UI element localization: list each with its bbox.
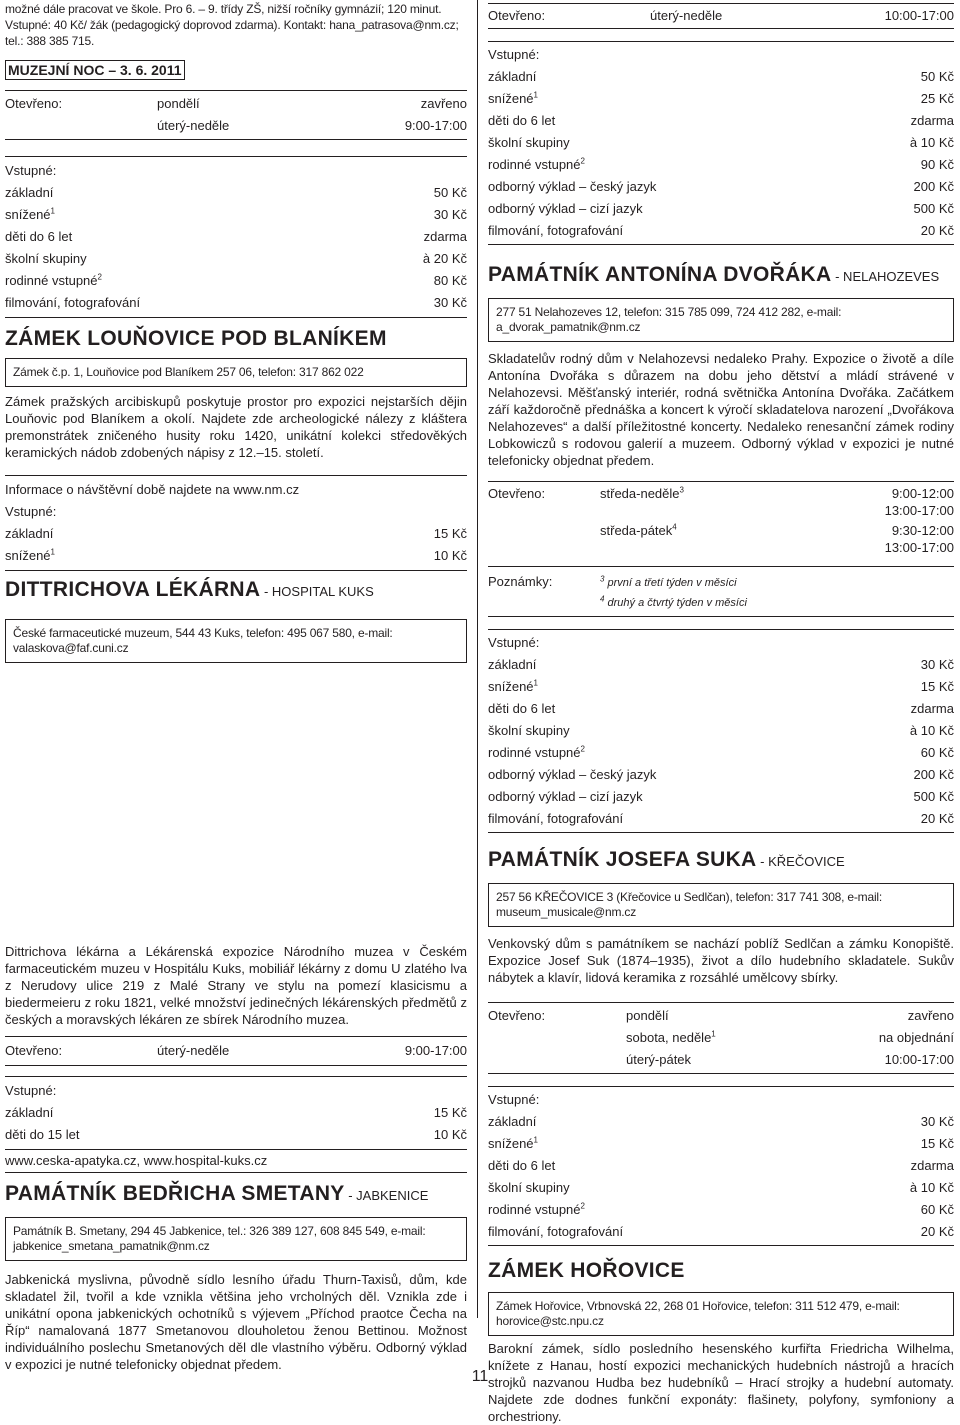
price-value: zdarma: [910, 701, 954, 716]
right-column: [488, 0, 954, 1425]
dvorak-address: 277 51 Nelahozeves 12, telefon: 315 785 099, 724 412 282, e-mail: a_dvorak_pamatnik@nm.cz: [488, 298, 954, 342]
dvorak-prices: [488, 629, 954, 833]
price-name: filmování, fotografování: [488, 811, 624, 826]
suk-subtitle: - KŘEČOVICE: [756, 854, 845, 869]
hours-day: úterý-pátek: [626, 1052, 692, 1067]
dvorak-hours: [488, 481, 954, 617]
prices-title: Vstupné:: [5, 1083, 57, 1098]
price-row: [5, 1102, 467, 1124]
price-row: [488, 742, 954, 764]
price-name: odborný výklad – český jazyk: [488, 767, 657, 782]
price-value: zdarma: [910, 1158, 954, 1173]
price-value: 10 Kč: [433, 1127, 467, 1142]
smetana-title: [5, 1181, 467, 1209]
price-value: 15 Kč: [920, 1136, 954, 1151]
price-name: filmování, fotografování: [488, 223, 624, 238]
muzejni-noc-heading: MUZEJNÍ NOC – 3. 6. 2011: [5, 60, 185, 80]
smetana-address: Památník B. Smetany, 294 45 Jabkenice, tel.: 326 389 127, 608 845 549, e-mail: jabkenice_smetana_pamatnik@nm.cz: [5, 1217, 467, 1261]
left-column: [5, 0, 467, 1373]
lounovice-prices: [5, 475, 467, 571]
price-name: děti do 6 let: [488, 1158, 556, 1173]
price-value: 25 Kč: [920, 91, 954, 106]
price-name: rodinné vstupné$^2$: [488, 744, 585, 760]
hours-day: úterý-neděle: [650, 8, 723, 23]
price-name: snížené$^1$: [488, 1135, 538, 1151]
price-value: 500 Kč: [913, 789, 954, 804]
price-value: à 10 Kč: [909, 723, 954, 738]
note-item: $^3$ první a třetí týden v měsíci: [600, 574, 737, 589]
price-value: 200 Kč: [913, 179, 954, 194]
suk-text: Venkovský dům s památníkem se nachází poblíž Sedlčan a zámku Konopiště. Expozice Josef Suk (1874–1935), život a dílo hudebního skladatele. Sukův nábytek a klavír, lidová keramika z rozsáhlé umělcovy sbírky.: [488, 936, 954, 985]
hours-day: pondělí: [157, 96, 200, 111]
price-name: filmování, fotografování: [488, 1224, 624, 1239]
prices-title: Vstupné:: [488, 1092, 540, 1107]
price-name: základní: [488, 1114, 537, 1129]
price-name: rodinné vstupné$^2$: [488, 156, 585, 172]
price-value: 30 Kč: [433, 207, 467, 222]
dvorak-text: Skladatelův rodný dům v Nelahozevsi nedaleko Prahy. Expozice o životě a díle Antonína Dvořáka s důrazem na dobu jeho dětství a mládí strávené v Nelahozevsi. Měšťanský interiér, rodná světnička Antonína Dvořáka. Začátkem září každoročně přednáška a koncert k výročí skladatelova narození „Dvořákova Nelahozeves“ a další příležitostné koncerty. Nedaleko renesanční zámek rodiny Lobkowiczů s rodovou galerií a muzeem. Odborný výklad v expozici je nutné telefonicky objednat předem.: [488, 351, 954, 468]
dittrich-text: Dittrichova lékárna a Lékárenská expozice Národního muzea v Českém farmaceutickém muzeu v Hospitálu Kuks, mobiliář lékárny z domu U zlatého lva z Nerudovy ulice 219 z Malé Strany ve stylu na pomezí klasicismu a biedermeieru z roku 1821, velké množství jedinečných lékárenských předmětů z českých a moravských lékáren ze sbírek Národního muzea.: [5, 944, 467, 1027]
price-name: děti do 6 let: [5, 229, 73, 244]
price-value: 50 Kč: [433, 185, 467, 200]
price-row: [5, 545, 467, 567]
price-row: [5, 1124, 467, 1146]
price-row: [488, 764, 954, 786]
column-divider: [477, 0, 478, 1318]
price-row: [488, 1155, 954, 1177]
hours-day: středa-neděle$^3$: [600, 485, 684, 501]
hours-label: Otevřeno:: [488, 1008, 546, 1023]
smetana-title-text: PAMÁTNÍK BEDŘICHA SMETANY: [5, 1182, 345, 1205]
price-value: 15 Kč: [433, 1105, 467, 1120]
price-row: [488, 132, 954, 154]
horovice-address: Zámek Hořovice, Vrbnovská 22, 268 01 Hořovice, telefon: 311 512 479, e-mail: horovice@stc.npu.cz: [488, 1292, 954, 1336]
price-name: rodinné vstupné$^2$: [5, 272, 102, 288]
hours-label: Otevřeno:: [488, 486, 546, 501]
prices-block-0: [488, 41, 954, 245]
hours-day: úterý-neděle: [157, 118, 230, 133]
hours-time: 9:00-17:00: [404, 1043, 467, 1058]
price-value: 200 Kč: [913, 767, 954, 782]
lounovice-address: Zámek č.p. 1, Louňovice pod Blaníkem 257 06, telefon: 317 862 022: [5, 358, 467, 387]
price-name: filmování, fotografování: [5, 295, 141, 310]
intro-line-2: Vstupné: 40 Kč/ žák (pedagogický doprovod zdarma). Kontakt: hana_patrasova@nm.cz; tel.: 388 385 715.: [5, 18, 459, 48]
hours-time: 9:00-12:00: [891, 486, 954, 501]
hours-row: [488, 1027, 954, 1049]
price-row: [5, 204, 467, 226]
hours-day: středa-pátek$^4$: [600, 522, 677, 538]
hours-day: pondělí: [626, 1008, 669, 1023]
price-row: [488, 720, 954, 742]
price-name: snížené$^1$: [488, 678, 538, 694]
price-value: à 10 Kč: [909, 1180, 954, 1195]
hours-label: Otevřeno:: [5, 1043, 63, 1058]
hours-time: 10:00-17:00: [884, 8, 954, 23]
hours-time: na objednání: [878, 1030, 954, 1045]
price-value: 10 Kč: [433, 548, 467, 563]
dittrich-address: České farmaceutické muzeum, 544 43 Kuks, telefon: 495 067 580, e-mail: valaskova@faf.cuni.cz: [5, 619, 467, 663]
dvorak-title: [488, 262, 954, 290]
price-row: [5, 226, 467, 248]
hours-day: sobota, neděle$^1$: [626, 1029, 716, 1045]
lounovice-info: Informace o návštěvní době najdete na www.nm.cz: [5, 482, 300, 497]
hours-time: 9:30-12:00: [891, 523, 954, 538]
price-row: [5, 523, 467, 545]
hours-time: 13:00-17:00: [884, 503, 954, 518]
suk-title-text: PAMÁTNÍK JOSEFA SUKA: [488, 848, 757, 871]
price-name: děti do 6 let: [488, 113, 556, 128]
hours-time: 13:00-17:00: [884, 540, 954, 555]
price-name: základní: [488, 69, 537, 84]
prices-block-1: [5, 156, 467, 318]
price-name: základní: [5, 1105, 54, 1120]
prices-title: Vstupné:: [5, 504, 57, 519]
dittrich-prices: [5, 1076, 467, 1150]
price-name: základní: [488, 657, 537, 672]
price-row: [488, 1221, 954, 1243]
price-row: [488, 698, 954, 720]
hours-time: zavřeno: [907, 1008, 954, 1023]
price-row: [488, 198, 954, 220]
price-name: odborný výklad – cizí jazyk: [488, 789, 643, 804]
price-row: [5, 292, 467, 314]
price-row: [488, 110, 954, 132]
dittrich-title-text: DITTRICHOVA LÉKÁRNA: [5, 578, 261, 601]
price-row: [488, 1177, 954, 1199]
notes-label: Poznámky:: [488, 574, 553, 589]
prices-title: Vstupné:: [488, 47, 540, 62]
note-item: $^4$ druhý a čtvrtý týden v měsíci: [600, 594, 747, 609]
price-value: à 10 Kč: [909, 135, 954, 150]
price-row: [488, 676, 954, 698]
price-value: 90 Kč: [920, 157, 954, 172]
price-value: 20 Kč: [920, 1224, 954, 1239]
hours-day: úterý-neděle: [157, 1043, 230, 1058]
page-number: 11: [471, 1368, 489, 1385]
price-value: 20 Kč: [920, 223, 954, 238]
price-name: děti do 6 let: [488, 701, 556, 716]
dvorak-title-text: PAMÁTNÍK ANTONÍNA DVOŘÁKA: [488, 263, 832, 286]
price-value: 15 Kč: [433, 526, 467, 541]
price-row: [488, 1199, 954, 1221]
price-value: 50 Kč: [920, 69, 954, 84]
price-row: [488, 1111, 954, 1133]
price-name: školní skupiny: [488, 1180, 570, 1195]
price-row: [488, 154, 954, 176]
prices-title: Vstupné:: [488, 635, 540, 650]
dittrich-web: www.ceska-apatyka.cz, www.hospital-kuks.cz: [5, 1150, 467, 1173]
price-value: à 20 Kč: [422, 251, 467, 266]
price-name: školní skupiny: [488, 723, 570, 738]
price-value: 60 Kč: [920, 745, 954, 760]
price-row: [488, 88, 954, 110]
price-name: odborný výklad – český jazyk: [488, 179, 657, 194]
price-row: [488, 176, 954, 198]
price-value: 20 Kč: [920, 811, 954, 826]
price-value: 30 Kč: [433, 295, 467, 310]
price-row: [488, 808, 954, 830]
price-row: [488, 220, 954, 242]
suk-prices: [488, 1086, 954, 1246]
suk-title: [488, 847, 954, 875]
hours-time: 9:00-17:00: [404, 118, 467, 133]
price-value: 15 Kč: [920, 679, 954, 694]
price-name: snížené$^1$: [5, 547, 55, 563]
hours-row: [488, 1049, 954, 1071]
horovice-text: Barokní zámek, sídlo posledního hesenského kurfiřta Friedricha Wilhelma, knížete z Hanau, hostí expozici mechanických hudebních nástrojů a hracích strojků nazvanou Hudba bez hudebníků – Hrací strojky a hudební automaty. Najdete zde dodnes funkční exponáty: flašinety, polyfony, symfoniony a orchestriony.: [488, 1341, 954, 1424]
lounovice-title: ZÁMEK LOUŇOVICE POD BLANÍKEM: [5, 327, 387, 350]
price-row: [5, 182, 467, 204]
dittrich-title: [5, 577, 467, 605]
price-value: 30 Kč: [920, 657, 954, 672]
price-name: základní: [5, 185, 54, 200]
smetana-subtitle: - JABKENICE: [344, 1188, 429, 1203]
price-value: 30 Kč: [920, 1114, 954, 1129]
price-value: 80 Kč: [433, 273, 467, 288]
hours-label: Otevřeno:: [5, 96, 63, 111]
horovice-title: ZÁMEK HOŘOVICE: [488, 1259, 685, 1282]
hours-row: [488, 1005, 954, 1027]
intro-line-1: možné dále pracovat ve škole. Pro 6. – 9. třídy ZŠ, nižší ročníky gymnázií; 120 minut.: [5, 2, 442, 16]
dvorak-subtitle: - NELAHOZEVES: [831, 269, 940, 284]
dittrich-subtitle: - HOSPITAL KUKS: [260, 584, 374, 599]
price-value: 60 Kč: [920, 1202, 954, 1217]
price-row: [5, 248, 467, 270]
suk-address: 257 56 KŘEČOVICE 3 (Křečovice u Sedlčan), telefon: 317 741 308, e-mail: museum_musicale@nm.cz: [488, 883, 954, 927]
suk-hours: [488, 1002, 954, 1074]
price-row: [5, 270, 467, 292]
price-value: 500 Kč: [913, 201, 954, 216]
price-row: [488, 654, 954, 676]
smetana-text: Jabkenická myslivna, původně sídlo lesního úřadu Thurn-Taxisů, dům, kde skladatel žil, tvořil a kde vznikla většina jeho vrcholných děl. Vznikla zde i unikátní opona jabkenických ochotníků s výjevem „Příchod praotce Čecha na Říp“ namalovaná 1877 Smetanovou dlouholetou ženou Bettinou. Možnost individuálního poslechu Smetanových děl dle vlastního výběru. Odborný výklad v expozici je nutné telefonicky objednat předem.: [5, 1272, 467, 1372]
price-name: rodinné vstupné$^2$: [488, 1201, 585, 1217]
price-name: snížené$^1$: [488, 90, 538, 106]
price-name: základní: [5, 526, 54, 541]
price-name: školní skupiny: [488, 135, 570, 150]
dittrich-hours: [5, 1036, 467, 1066]
price-name: odborný výklad – cizí jazyk: [488, 201, 643, 216]
lounovice-text: Zámek pražských arcibiskupů poskytuje prostor pro expozici nejstarších dějin Louňovic pod Blaníkem a okolí. Najdete zde archeologické nálezy z kláštera premonstrátek zničeného husity roku 1420, unikátní kolekci středověkých keramických nádob zdobených nápisy z 12.–15. století.: [5, 394, 467, 460]
price-name: snížené$^1$: [5, 206, 55, 222]
price-value: zdarma: [423, 229, 467, 244]
hours-time: zavřeno: [420, 96, 467, 111]
price-row: [488, 1133, 954, 1155]
prices-title: Vstupné:: [5, 163, 57, 178]
hours-block-1: [5, 90, 467, 140]
price-row: [488, 786, 954, 808]
price-name: děti do 15 let: [5, 1127, 80, 1142]
hours-time: 10:00-17:00: [884, 1052, 954, 1067]
hours-label: Otevřeno:: [488, 8, 546, 23]
hours-block-0: [488, 3, 954, 29]
price-row: [488, 66, 954, 88]
price-value: zdarma: [910, 113, 954, 128]
price-name: školní skupiny: [5, 251, 87, 266]
